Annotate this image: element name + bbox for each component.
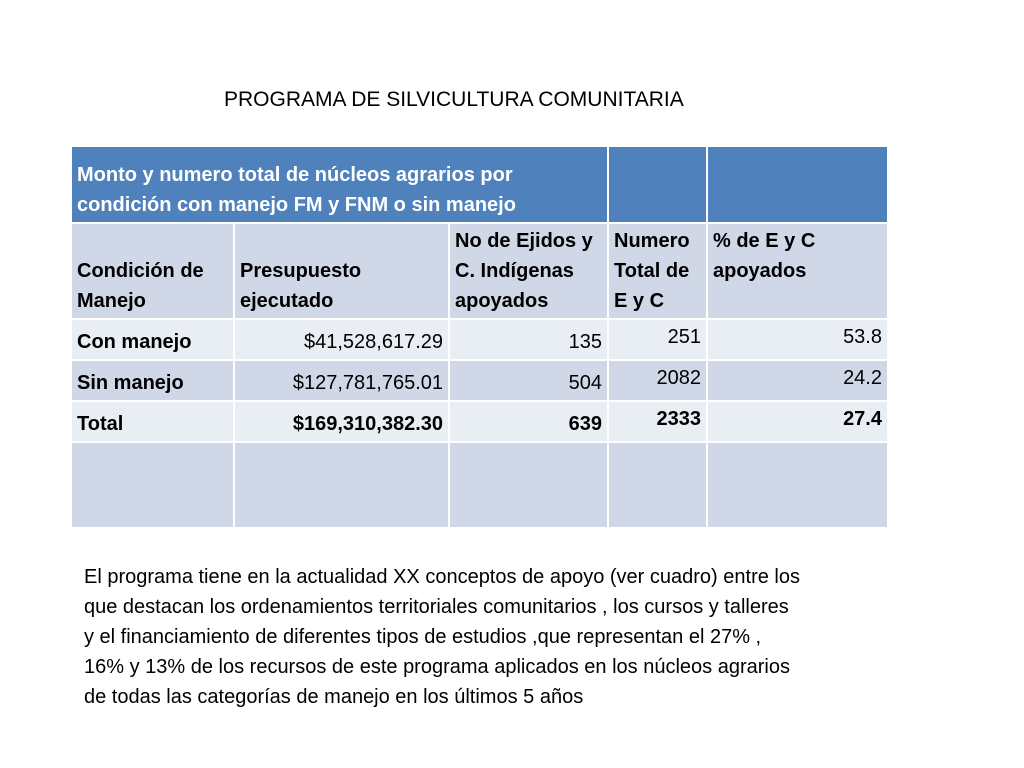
empty-cell	[449, 442, 608, 528]
cell-total: 2333	[608, 401, 707, 442]
table-header-empty-cell	[707, 146, 888, 223]
table-header-line-2: condición con manejo FM y FNM o sin manejo	[77, 194, 516, 216]
table-row	[71, 319, 888, 360]
cell-condicion: Total	[71, 401, 234, 442]
table-header-row	[71, 146, 888, 223]
cell-porcentaje: 53.8	[707, 319, 888, 360]
cell-total: 2082	[608, 360, 707, 401]
table-header-empty-cell	[608, 146, 707, 223]
empty-cell	[608, 442, 707, 528]
cell-total: 251	[608, 319, 707, 360]
table-row-total	[71, 401, 888, 442]
slide-title: PROGRAMA DE SILVICULTURA COMUNITARIA	[224, 88, 684, 111]
body-line: de todas las categorías de manejo en los últimos 5 años	[84, 686, 584, 708]
column-header-presupuesto: Presupuesto ejecutado	[234, 223, 449, 319]
empty-cell	[71, 442, 234, 528]
cell-presupuesto: $169,310,382.30	[234, 401, 449, 442]
cell-presupuesto: $127,781,765.01	[234, 360, 449, 401]
table-row-empty	[71, 442, 888, 528]
cell-presupuesto: $41,528,617.29	[234, 319, 449, 360]
body-line: 16% y 13% de los recursos de este programa aplicados en los núcleos agrarios	[84, 656, 790, 678]
data-table	[70, 145, 889, 529]
cell-condicion: Con manejo	[71, 319, 234, 360]
cell-ejidos: 504	[449, 360, 608, 401]
cell-porcentaje: 24.2	[707, 360, 888, 401]
column-header-row	[71, 223, 888, 319]
table-header-title	[71, 146, 608, 223]
column-header-porcentaje: % de E y C apoyados	[707, 223, 888, 319]
cell-condicion: Sin manejo	[71, 360, 234, 401]
empty-cell	[707, 442, 888, 528]
column-header-total: Numero Total de E y C	[608, 223, 707, 319]
cell-ejidos: 135	[449, 319, 608, 360]
body-line: El programa tiene en la actualidad XX conceptos de apoyo (ver cuadro) entre los	[84, 566, 800, 588]
table-header-line-1: Monto y numero total de núcleos agrarios por	[77, 164, 513, 186]
column-header-ejidos: No de Ejidos y C. Indígenas apoyados	[449, 223, 608, 319]
column-header-condicion: Condición de Manejo	[71, 223, 234, 319]
table-row	[71, 360, 888, 401]
cell-ejidos: 639	[449, 401, 608, 442]
body-line: y el financiamiento de diferentes tipos de estudios ,que representan el 27% ,	[84, 626, 762, 648]
body-paragraph	[84, 562, 934, 712]
body-line: que destacan los ordenamientos territoriales comunitarios , los cursos y talleres	[84, 596, 789, 618]
empty-cell	[234, 442, 449, 528]
cell-porcentaje: 27.4	[707, 401, 888, 442]
